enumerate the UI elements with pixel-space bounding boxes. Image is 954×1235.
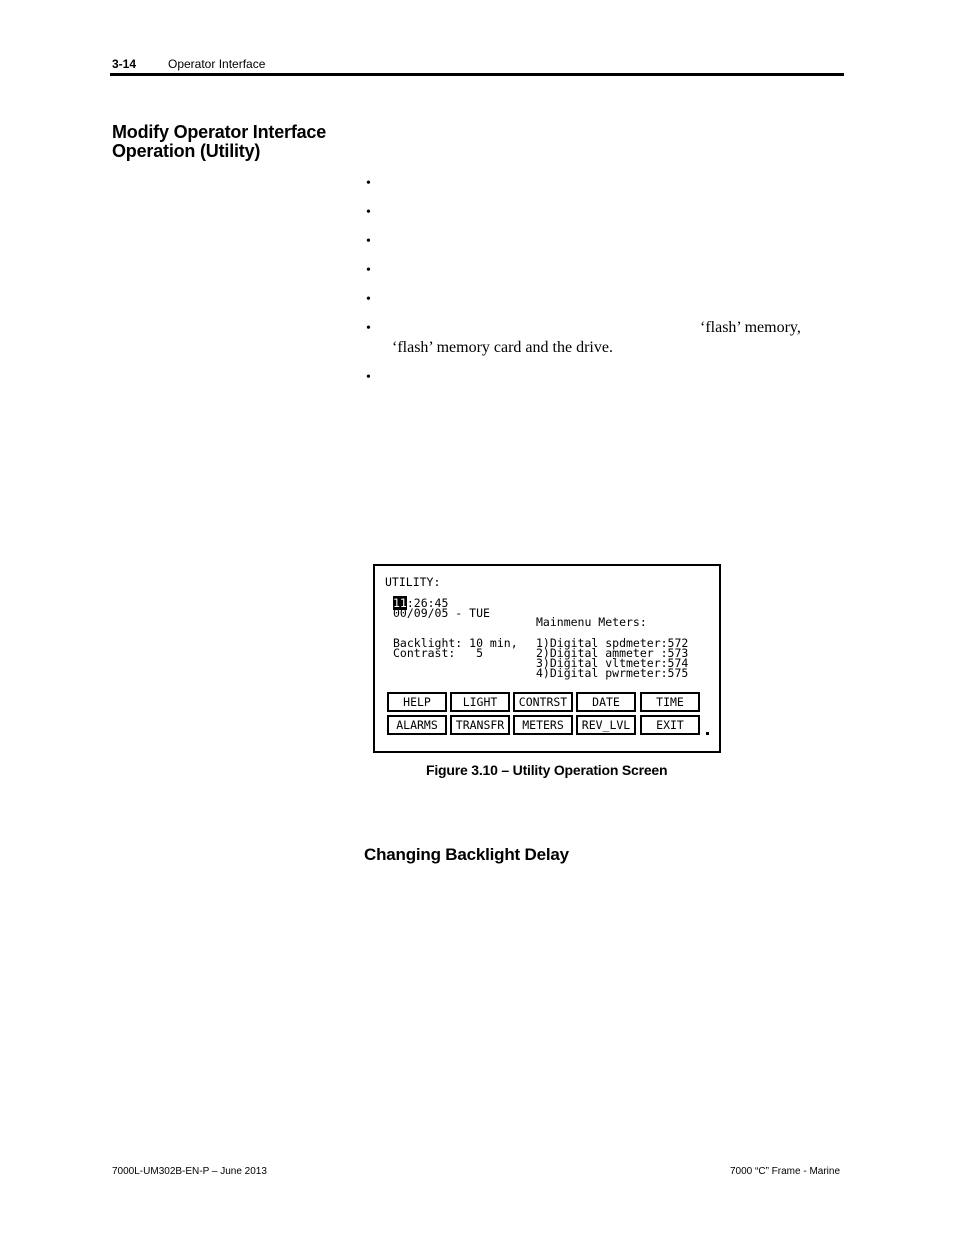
bullet-dot: • [366, 292, 371, 307]
footer-doc-id: 7000L-UM302B-EN-P – June 2013 [112, 1166, 267, 1177]
fkey-meters[interactable]: METERS [513, 715, 573, 735]
bullet-dot: • [366, 370, 371, 385]
utility-lcd-screen [373, 564, 721, 753]
lcd-dot-marker [706, 732, 709, 735]
footer-product: 7000 “C” Frame - Marine [730, 1166, 841, 1177]
figure-caption: Figure 3.10 – Utility Operation Screen [426, 762, 668, 778]
chapter-title: Operator Interface [168, 57, 266, 71]
subsection-heading: Changing Backlight Delay [364, 845, 569, 864]
bullet-dot: • [366, 263, 371, 278]
lcd-date: 00/09/05 - TUE [393, 606, 490, 620]
fkey-contrst[interactable]: CONTRST [513, 692, 573, 712]
lcd-cursor: 11 [393, 596, 407, 610]
fkey-time[interactable]: TIME [640, 692, 700, 712]
fkey-transfr[interactable]: TRANSFR [450, 715, 510, 735]
lcd-meter-2: 2)Digital ammeter :573 [536, 646, 689, 660]
fkey-help[interactable]: HELP [387, 692, 447, 712]
fkey-rev-lvl[interactable]: REV_LVL [576, 715, 636, 735]
bullet-dot: • [366, 234, 371, 249]
fkey-exit[interactable]: EXIT [640, 715, 700, 735]
fkey-light[interactable]: LIGHT [450, 692, 510, 712]
bullet-text: ‘flash’ memory card and the drive. [392, 339, 613, 356]
page-number: 3-14 [112, 57, 137, 71]
lcd-title: UTILITY: [385, 575, 441, 589]
lcd-time-rest: :26:45 [406, 596, 449, 610]
lcd-backlight: Backlight: 10 min, [393, 636, 518, 650]
bullet-dot: • [366, 321, 371, 336]
lcd-meter-4: 4)Digital pwrmeter:575 [536, 666, 689, 680]
lcd-mainmenu-label: Mainmenu Meters: [536, 615, 647, 629]
header-rule [110, 73, 844, 76]
fkey-date[interactable]: DATE [576, 692, 636, 712]
lcd-meter-1: 1)Digital spdmeter:572 [536, 636, 689, 650]
section-heading: Modify Operator Interface Operation (Utility) [112, 122, 327, 161]
bullet-dot: • [366, 205, 371, 220]
lcd-contrast: Contrast: 5 [393, 646, 484, 660]
fkey-alarms[interactable]: ALARMS [387, 715, 447, 735]
bullet-dot: • [366, 176, 371, 191]
bullet-text: ‘flash’ memory, [700, 319, 801, 336]
lcd-meter-3: 3)Digital vltmeter:574 [536, 656, 689, 670]
